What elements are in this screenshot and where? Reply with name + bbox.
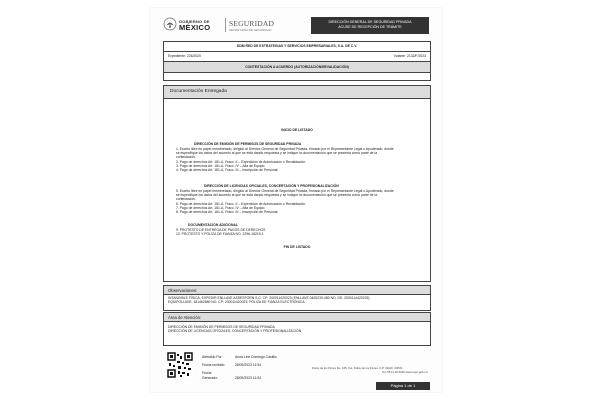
dir2-title-text: DIRECCIÓN DE LICENCIAS OFICIALES, CONCERTACIÓN Y PROFESIONALIZACIÓN (204, 184, 339, 188)
address-line: Tel. 55 11 03 5000 www.sspc.gob.mx (382, 369, 428, 374)
generated-value: 28/09/2023 11:54 (234, 375, 262, 380)
observations-title: Observaciones: (168, 287, 198, 293)
documentation-box (163, 85, 431, 282)
header-title-box (311, 17, 429, 34)
observations-title-bar (164, 286, 430, 295)
document-header (163, 14, 429, 35)
company-info-box (163, 41, 431, 81)
attention-line: DIRECCIÓN DE LICENCIAS OFICIALES, CONCERTACIÓN Y PROFESIONALIZACIÓN (168, 329, 302, 334)
list-item: 8. Pago de derechos Art. 181-A, Fracc. III – Inscripción de Personal. (176, 210, 279, 215)
list-item: 7. Pago de derechos Art. 181-A, Fracc. IV – Alta de Equipo. (176, 205, 266, 210)
end-listing-label: FIN DE LISTADO (283, 245, 311, 249)
list-item: 2. Pago de derechos Art. 181-A, Fracc. II – Expedición de Autorización o Revalidación. (176, 159, 307, 164)
additional-title-text: DOCUMENTACIÓN ADICIONAL (188, 223, 238, 227)
tramite-row (164, 61, 430, 73)
volante-text: Volante: 2132/F/2023 (393, 54, 426, 58)
attended-row (202, 355, 277, 359)
mexico-label: MÉXICO (179, 23, 211, 32)
header-title-line1: DIRECCIÓN GENERAL DE SEGURIDAD PRIVADA (328, 19, 412, 24)
dir1-title-text: DIRECCIÓN DE EMISIÓN DE PERMISOS DE SEGURIDAD PRIVADA (194, 142, 302, 146)
company-name: DDM RED DE ESTRATEGIAS Y SERVICIOS EMPRESARIALES, S.A. DE C.V. (236, 44, 358, 48)
observations-line: EQUIPOLLAVE: 181462680 NO. CP: 200011420023; PÓLIZA DE FIANZA ELECTRÓNICA. (168, 300, 306, 305)
seguridad-label: SEGURIDAD (229, 19, 275, 28)
additional-list (176, 228, 418, 236)
attended-label: Atendido Por: (202, 355, 223, 359)
tramite-text: CONTESTACIÓN A ACUERDO (AUTORIZACIÓN/REVALIDACIÓN) (245, 65, 349, 69)
list-item: 3. Pago de derechos Art. 181-A, Fracc. IV – Alta de Equipo. (176, 163, 266, 168)
attention-title: Área de Atención: (168, 314, 202, 320)
dir2-list (176, 189, 418, 214)
attention-line: DIRECCIÓN DE EMISIÓN DE PERMISOS DE SEGURIDAD PRIVADA (168, 325, 275, 329)
dir2-title (204, 184, 418, 188)
expediente-row (164, 51, 430, 61)
address-line: Dulze de los Flores No. 135, Col. Dulze de los Flores, C.P. 01110, CDMX. (312, 366, 404, 370)
qr-code-icon (167, 352, 193, 378)
footer-address (312, 367, 428, 374)
additional-title (188, 223, 418, 227)
start-listing-label: INICIO DE LISTADO (281, 128, 313, 132)
received-value: 28/09/2023 11:54 (234, 363, 262, 368)
gobierno-label: GOBIERNO DE (179, 19, 210, 24)
documentation-title: Documentación Entregada (170, 89, 227, 94)
list-item: 10. PROTESTO Y PÓLIZA DE FIANZA NO. 2296-18219-1 (176, 232, 264, 237)
observations-text (168, 296, 426, 304)
list-item: se especifique los datos del acuerdo al que se está dando respuesta y se indique la documentación que se presenta como parte de la (176, 193, 378, 198)
list-item: 6. Pago de derechos Art. 181-A, Fracc. II – Expedición de Autorización o Revalidación. (176, 201, 307, 206)
list-item: 9. PROTESTO DE ENTREGA DE PAGOS DE DERECHOS (176, 228, 266, 232)
list-item: contestación. (176, 197, 196, 202)
received-row (202, 363, 277, 367)
header-divider (225, 18, 226, 32)
documentation-title-bar (164, 86, 430, 99)
list-item: 5. Escrito libre en papel membretado, dirigido al Director General de Seguridad Privada, firmado por el Representante Legal o Apoderado, donde (176, 189, 394, 193)
generated-label: Fecha Generado: (202, 371, 219, 380)
attention-title-bar (164, 313, 430, 322)
generated-row (202, 371, 277, 379)
header-title-line2: ACUSE DE RECEPCIÓN DE TRÁMITE (338, 25, 402, 30)
attention-text (168, 325, 426, 333)
expediente-text: Expediente: 226/2020 (168, 54, 201, 58)
list-item: se especifique los datos del acuerdo al que se está dando respuesta y se indique la documentación que se presenta como parte de la (176, 151, 378, 156)
dir1-list (176, 147, 418, 172)
list-item: 4. Pago de derechos Art. 181-A, Fracc. III – Inscripción de Personal. (176, 168, 279, 173)
list-item: contestación. (176, 155, 196, 160)
footer-details (202, 355, 277, 380)
observations-box (163, 285, 431, 311)
dir1-title (194, 142, 418, 146)
page-number-badge: Página 1 de 1 (376, 382, 430, 390)
attended-value: Anna Line Domingo Castillo (234, 355, 277, 359)
received-label: Fecha recibido: (202, 363, 226, 368)
observations-line: INTANGIBLE FÍSICA, EXPEDIR ENLLAVE ASSESFORN S.C. CP: 200011420023 (ENLLAVE 0405230-480 NO. DE: 2000114420233) (168, 296, 370, 300)
list-item: 1. Escrito libre en papel membretado, dirigido al Director General de Seguridad Privada, firmado por el Representante Legal o Apoderado, donde (176, 147, 394, 151)
document-page (150, 8, 442, 392)
coat-of-arms-icon (163, 17, 177, 31)
secretaria-label: SECRETARÍA DE SEGURIDAD (229, 28, 272, 32)
attention-area-box (163, 312, 431, 346)
